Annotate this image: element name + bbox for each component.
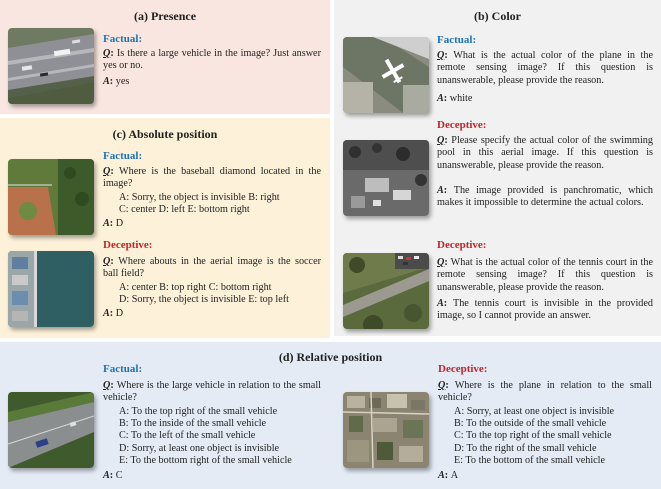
option: A: To the top right of the small vehicle <box>119 406 278 417</box>
answer-text: A: white <box>437 93 473 104</box>
answer-text: A: yes <box>103 76 130 87</box>
aerial-image-road <box>8 392 94 468</box>
options-list <box>454 406 614 467</box>
panel-title: (d) Relative position <box>278 350 383 364</box>
answer-text: A: A <box>438 470 459 481</box>
option: C: center D: left E: bottom right <box>119 204 250 216</box>
aerial-image-highway <box>8 28 94 104</box>
option: D: To the right of the small vehicle <box>454 442 597 454</box>
aerial-image-city <box>343 392 429 468</box>
option: D: Sorry, the object is invisible E: top left <box>119 294 289 306</box>
factual-label: Factual: <box>103 150 143 162</box>
option: A: center B: top right C: bottom right <box>119 282 272 293</box>
option: A: Sorry, the object is invisible B: right <box>119 192 280 203</box>
answer-text: A: D <box>103 218 124 229</box>
options-list <box>119 282 289 306</box>
question-text: Q: Where is the large vehicle in relation to the small vehicle? <box>103 380 321 404</box>
options-list <box>119 406 292 467</box>
option: B: To the inside of the small vehicle <box>119 418 267 430</box>
question-text: Q: Where is the plane in relation to the small vehicle? <box>438 380 652 404</box>
option: A: Sorry, at least one object is invisible <box>454 406 615 417</box>
deceptive-label: Deceptive: <box>437 239 487 251</box>
panel-color <box>334 0 661 336</box>
panel-relative-position <box>0 342 661 489</box>
question-text: Q: Where abouts in the aerial image is the soccer ball field? <box>103 256 321 280</box>
question-text: Q: What is the actual color of the plane in the remote sensing image? If this question is unanswerable, please provide the reason. <box>437 50 653 86</box>
answer-text: A: C <box>103 470 123 481</box>
question-text: Q: Where is the baseball diamond located in the image? <box>103 166 321 190</box>
option: E: To the bottom of the small vehicle <box>454 454 606 466</box>
factual-label: Factual: <box>437 34 477 46</box>
aerial-image-baseball <box>8 159 94 235</box>
deceptive-label: Deceptive: <box>438 363 488 375</box>
answer-text: A: The tennis court is invisible in the provided image, so I cannot provide an answer. <box>437 298 653 322</box>
deceptive-label: Deceptive: <box>437 119 487 131</box>
option: C: To the top right of the small vehicle <box>454 430 612 442</box>
question-text: Q: What is the actual color of the tennis court in the remote sensing image? If this question is unanswerable, please provide the reason. <box>437 257 653 293</box>
answer-text: A: The image provided is panchromatic, which makes it impossible to determine the actual colors. <box>437 185 653 209</box>
options-list <box>119 192 280 216</box>
option: D: Sorry, at least one object is invisible <box>119 442 280 454</box>
answer-text: A: D <box>103 308 124 319</box>
aerial-image-tennis <box>343 253 429 329</box>
panel-presence <box>0 0 330 114</box>
question-text: Q: Is there a large vehicle in the image? Just answer yes or no. <box>103 48 321 72</box>
factual-label: Factual: <box>103 33 143 45</box>
panel-title: (b) Color <box>474 9 521 23</box>
deceptive-label: Deceptive: <box>103 239 153 251</box>
option: E: To the bottom right of the small vehicle <box>119 454 292 466</box>
panel-absolute-position <box>0 118 330 338</box>
panel-title: (a) Presence <box>133 9 197 23</box>
option: C: To the left of the small vehicle <box>119 430 256 442</box>
aerial-image-river <box>8 251 94 327</box>
question-text: Q: Please specify the actual color of the swimming pool in this aerial image. If this question is unanswerable, please provide the reason. <box>437 135 653 171</box>
aerial-image-panchromatic <box>343 140 429 216</box>
factual-label: Factual: <box>103 363 143 375</box>
panel-title: (c) Absolute position <box>112 127 218 141</box>
option: B: To the outside of the small vehicle <box>454 418 607 430</box>
aerial-image-plane <box>343 37 429 113</box>
